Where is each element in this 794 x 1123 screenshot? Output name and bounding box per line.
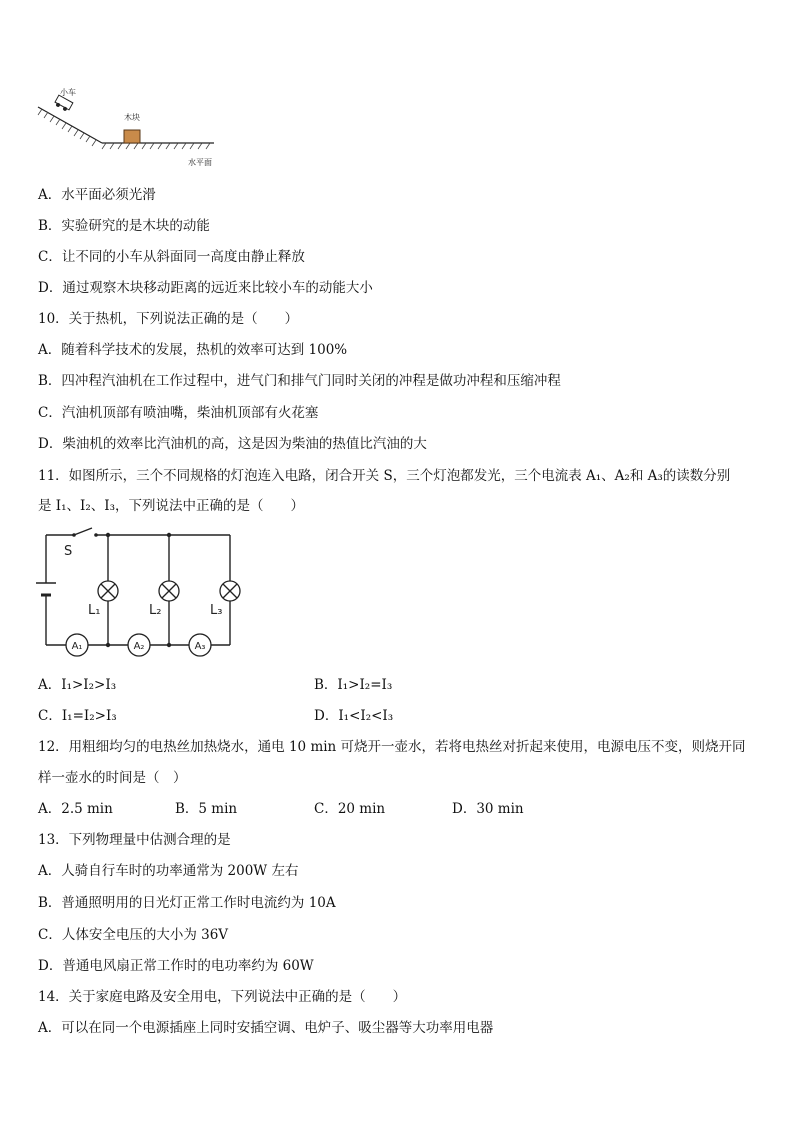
ammeter-a3-label: A₃ [194,641,206,652]
lamp-l2 [159,581,179,601]
q12-option-c: C．20 min [314,801,386,817]
q10-option-b: B．四冲程汽油机在工作过程中，进气门和排气门同时关闭的冲程是做功冲程和压缩冲程 [38,373,561,389]
q9-option-d: D．通过观察木块移动距离的远近来比较小车的动能大小 [38,280,373,296]
q13-option-b: B．普通照明用的日光灯正常工作时电流约为 10A [38,895,336,911]
q12-option-d: D．30 min [452,801,524,817]
q10-stem: 10．关于热机，下列说法正确的是（ ） [38,311,299,327]
q12-stem-line1: 12．用粗细均匀的电热丝加热烧水，通电 10 min 可烧开一壶水，若将电热丝对折起来使用，电源电压不变，则烧开同 [38,739,746,755]
q11-option-a: A．I₁>I₂>I₃ [38,677,117,693]
q13-stem: 13．下列物理量中估测合理的是 [38,832,231,848]
q9-option-a: A．水平面必须光滑 [38,187,156,203]
q11-option-d: D．I₁<I₂<I₃ [314,708,394,724]
q13-option-a: A．人骑自行车时的功率通常为 200W 左右 [38,863,299,879]
q12-option-a: A．2.5 min [38,801,113,817]
q11-option-b: B．I₁>I₂=I₃ [314,677,393,693]
q9-option-b: B．实验研究的是木块的动能 [38,218,210,234]
ammeter-a1-label: A₁ [71,641,83,652]
cart [54,95,73,112]
lamp-l1 [98,581,118,601]
wooden-block [124,130,140,143]
q12-option-b: B．5 min [175,801,238,817]
cart-label: 小车 [60,88,76,97]
lamp-l1-label: L₁ [88,603,101,618]
q12-stem-line2: 样一壶水的时间是（ ） [38,770,187,786]
q10-option-c: C．汽油机顶部有喷油嘴，柴油机顶部有火花塞 [38,405,319,421]
q9-option-c: C．让不同的小车从斜面同一高度由静止释放 [38,249,305,265]
q13-option-c: C．人体安全电压的大小为 36V [38,927,229,943]
q14-stem: 14．关于家庭电路及安全用电，下列说法中正确的是（ ） [38,989,407,1005]
incline-figure [36,84,236,169]
q11-stem-line2: 是 I₁、I₂、I₃，下列说法中正确的是（ ） [38,498,305,514]
q14-option-a: A．可以在同一个电源插座上同时安插空调、电炉子、吸尘器等大功率用电器 [38,1020,494,1036]
ground-label: 水平面 [188,158,212,167]
lamp-l2-label: L₂ [149,603,162,618]
switch-label: S [64,544,73,559]
q11-option-c: C．I₁=I₂>I₃ [38,708,117,724]
q10-option-d: D．柴油机的效率比汽油机的高，这是因为柴油的热值比汽油的大 [38,436,427,452]
ammeter-a2-label: A₂ [133,641,145,652]
q11-stem-line1: 11．如图所示，三个不同规格的灯泡连入电路，闭合开关 S，三个灯泡都发光，三个电流表 A₁、A₂和 A₃的读数分别 [38,468,731,484]
lamp-l3-label: L₃ [210,603,223,618]
q13-option-d: D．普通电风扇正常工作时的电功率约为 60W [38,958,314,974]
q10-option-a: A．随着科学技术的发展，热机的效率可达到 100% [38,342,348,358]
block-label: 木块 [124,113,140,122]
lamp-l3 [220,581,240,601]
parallel-circuit-diagram [36,525,246,663]
